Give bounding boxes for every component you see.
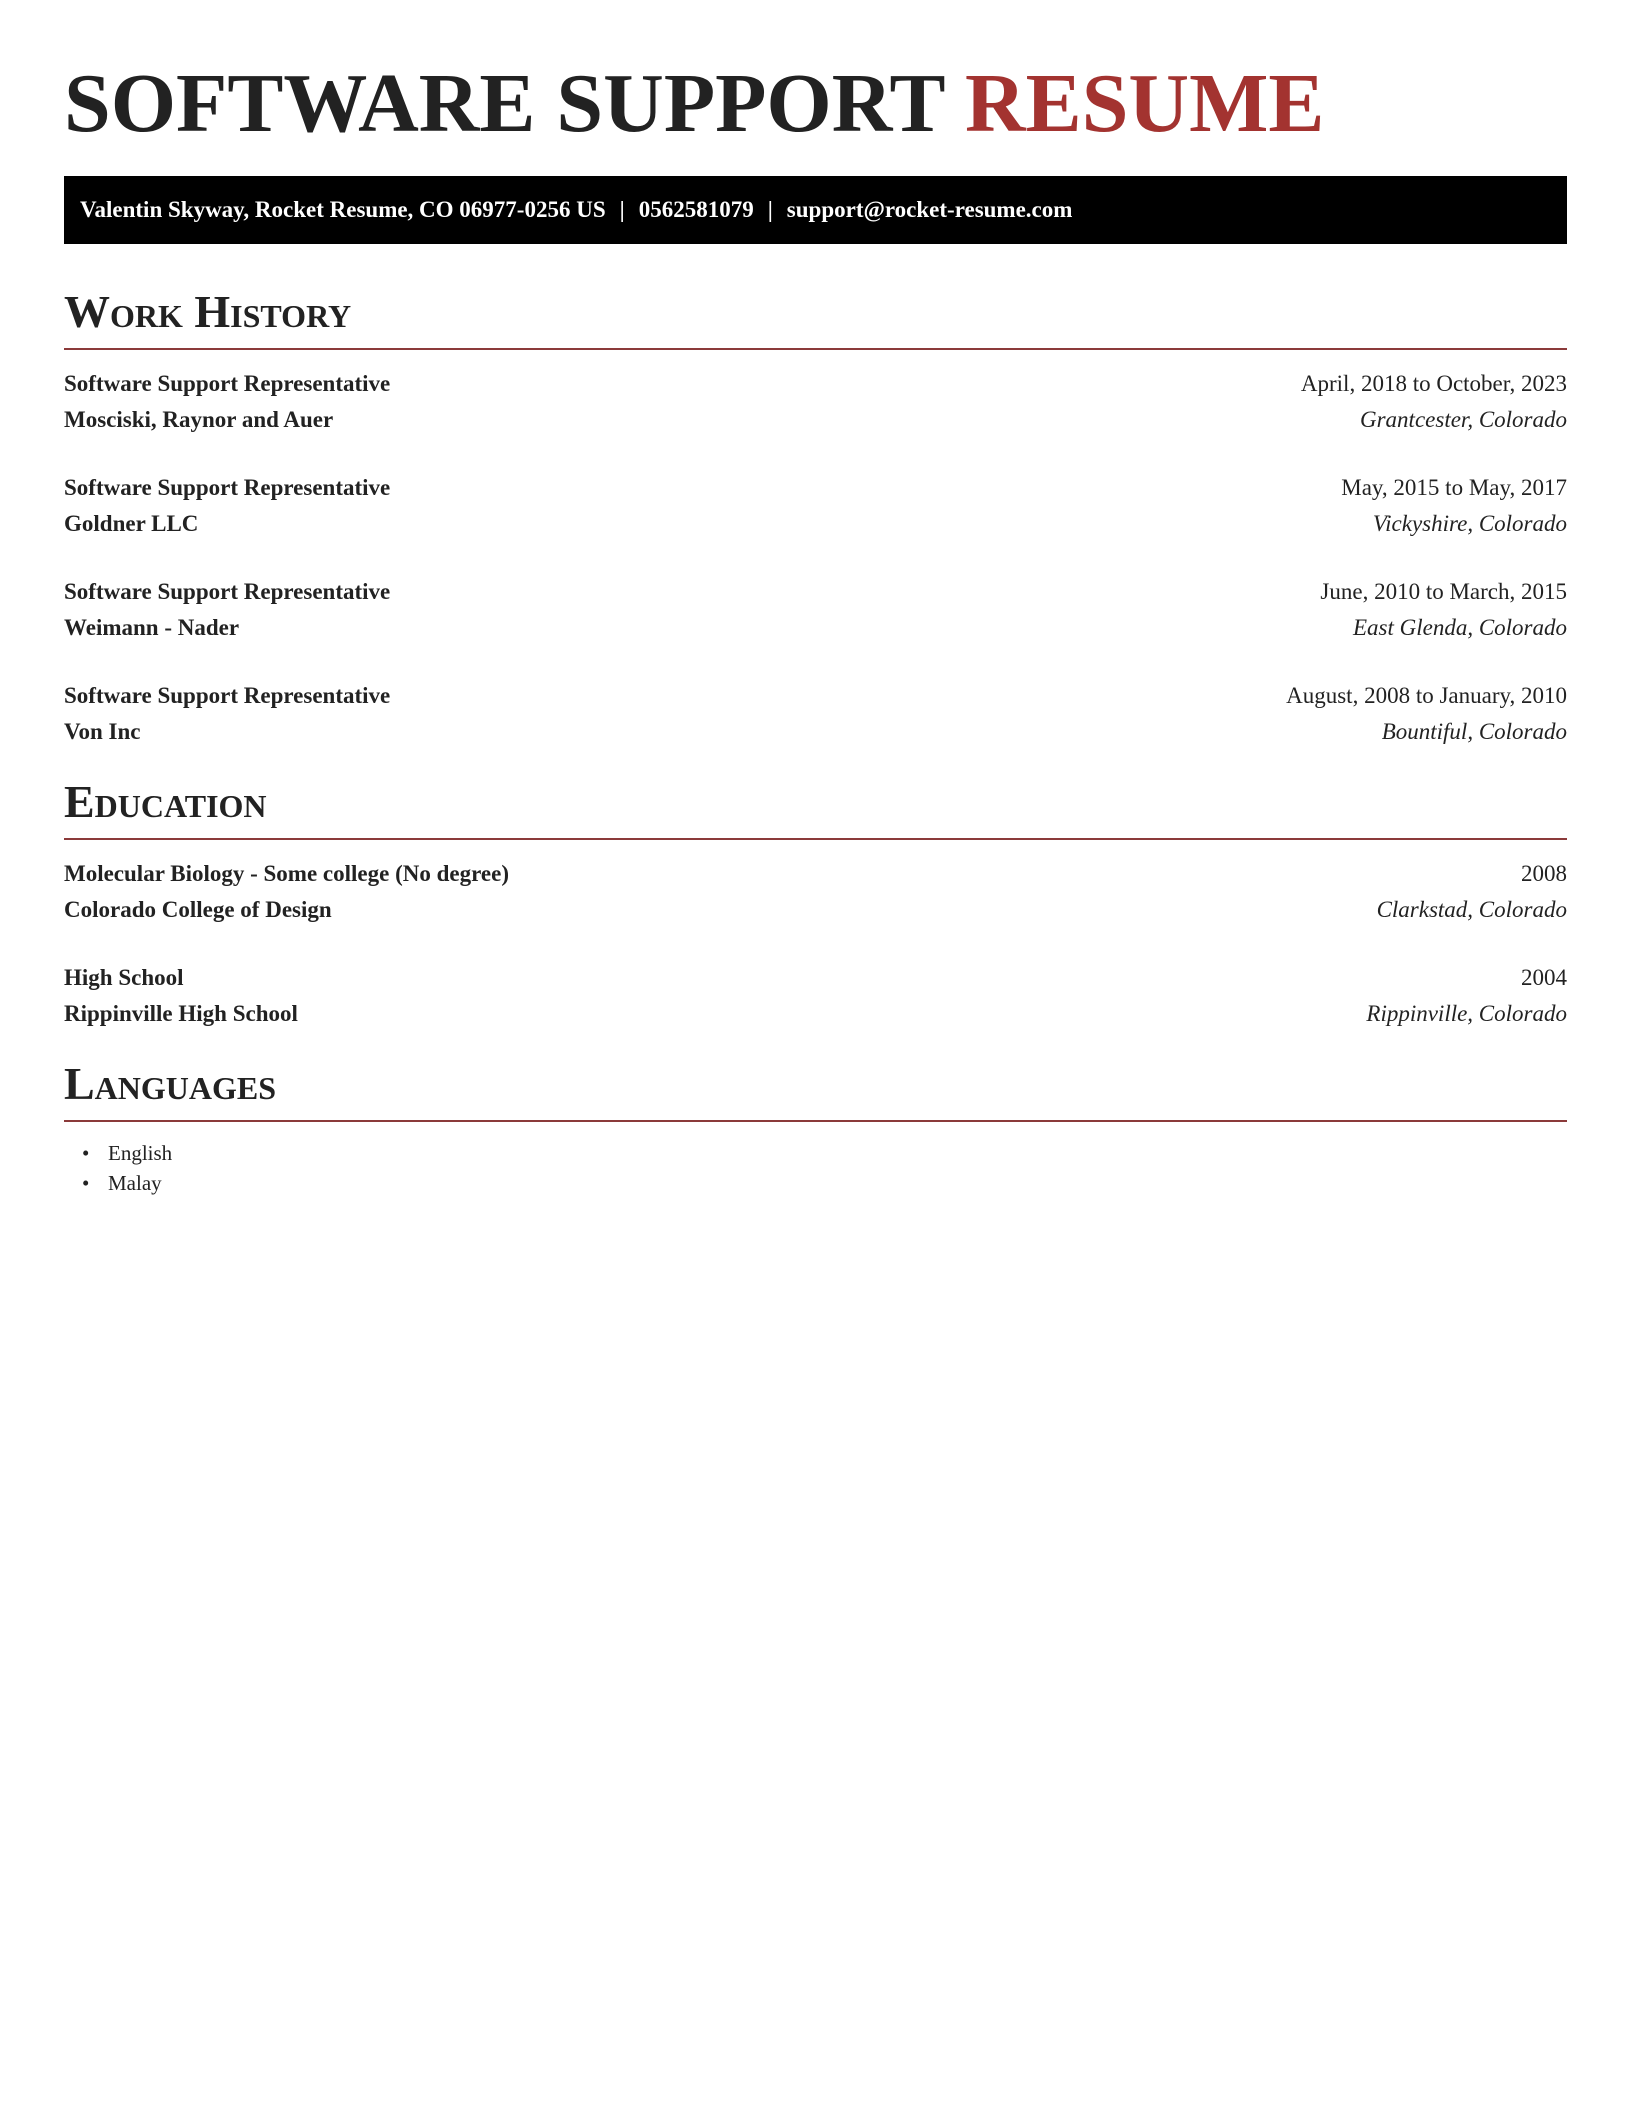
list-item — [82, 1168, 1567, 1198]
school-location: Rippinville, Colorado — [1366, 1001, 1567, 1026]
job-dates: May, 2015 to May, 2017 — [1341, 475, 1567, 500]
school-name: Colorado College of Design — [64, 897, 332, 922]
education-entry — [64, 856, 1567, 928]
work-history-list — [64, 366, 1567, 750]
education-entry — [64, 960, 1567, 1032]
work-entry — [64, 366, 1567, 438]
contact-separator: | — [619, 197, 625, 222]
job-location: East Glenda, Colorado — [1352, 615, 1567, 640]
school-name: Rippinville High School — [64, 1001, 298, 1026]
title-main: SOFTWARE SUPPORT — [64, 57, 944, 150]
degree-name: High School — [64, 965, 184, 990]
work-entry — [64, 470, 1567, 542]
languages-heading: Languages — [64, 1056, 1567, 1122]
graduation-year: 2004 — [1521, 965, 1567, 990]
company-name: Goldner LLC — [64, 511, 199, 536]
job-dates: April, 2018 to October, 2023 — [1300, 371, 1567, 396]
title-accent: RESUME — [965, 57, 1325, 150]
education-heading: Education — [64, 774, 1567, 840]
page-title — [64, 54, 1567, 154]
job-title: Software Support Representative — [64, 683, 391, 708]
list-item — [82, 1138, 1567, 1168]
job-title: Software Support Representative — [64, 475, 391, 500]
education-list — [64, 856, 1567, 1032]
degree-name: Molecular Biology - Some college (No degree) — [64, 861, 509, 886]
work-entry — [64, 678, 1567, 750]
job-dates: August, 2008 to January, 2010 — [1286, 683, 1567, 708]
contact-separator: | — [767, 197, 773, 222]
company-name: Weimann - Nader — [64, 615, 240, 640]
language-name: English — [108, 1141, 173, 1165]
company-name: Mosciski, Raynor and Auer — [64, 407, 334, 432]
contact-bar — [64, 176, 1567, 244]
job-location: Grantcester, Colorado — [1360, 407, 1567, 432]
graduation-year: 2008 — [1521, 861, 1567, 886]
job-location: Bountiful, Colorado — [1381, 719, 1567, 744]
work-history-heading: Work History — [64, 284, 1567, 350]
contact-phone: 0562581079 — [638, 197, 754, 222]
resume-page — [64, 0, 1567, 1198]
job-title: Software Support Representative — [64, 579, 391, 604]
bullet-icon: • — [82, 1141, 90, 1165]
bullet-icon: • — [82, 1171, 90, 1195]
job-dates: June, 2010 to March, 2015 — [1320, 579, 1567, 604]
language-name: Malay — [108, 1171, 162, 1195]
work-entry — [64, 574, 1567, 646]
job-location: Vickyshire, Colorado — [1372, 511, 1567, 536]
contact-address: Valentin Skyway, Rocket Resume, CO 06977-0256 US — [80, 197, 606, 222]
job-title: Software Support Representative — [64, 371, 391, 396]
languages-list — [64, 1138, 1567, 1198]
contact-email[interactable]: support@rocket-resume.com — [786, 197, 1073, 222]
company-name: Von Inc — [64, 719, 141, 744]
school-location: Clarkstad, Colorado — [1376, 897, 1567, 922]
